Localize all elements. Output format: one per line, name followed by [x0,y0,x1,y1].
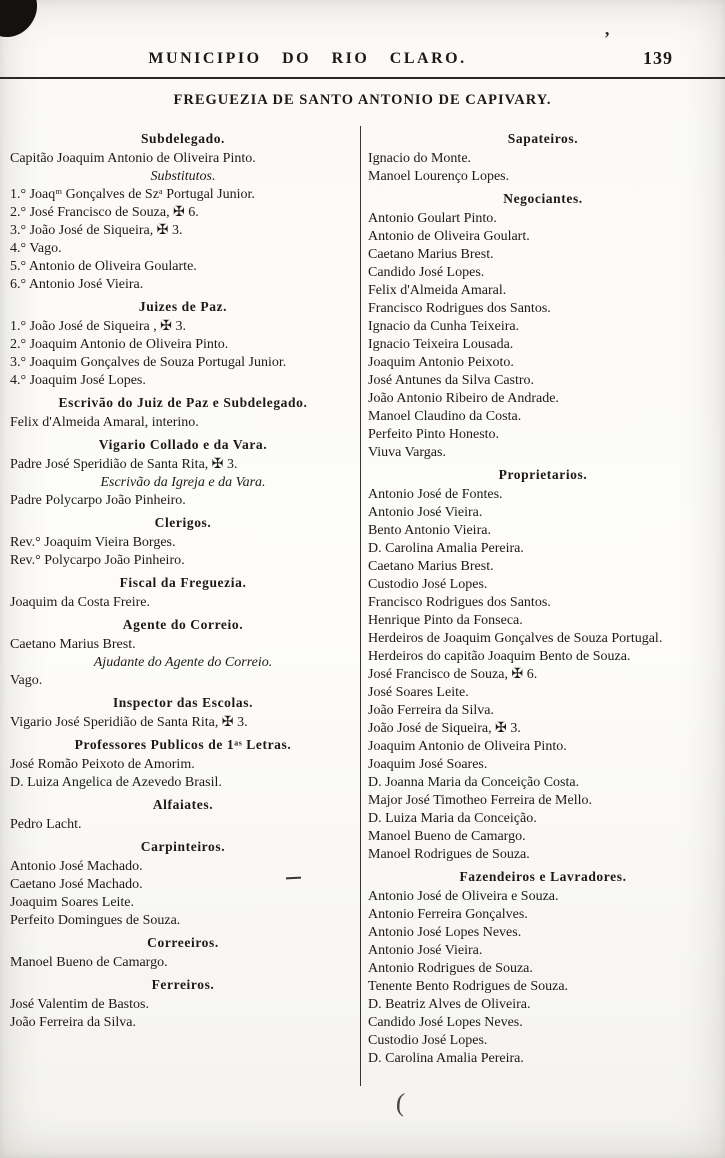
directory-entry: D. Joanna Maria da Conceição Costa. [368,775,580,790]
directory-entry: Antonio José Machado. [10,859,143,874]
section-heading: Proprietarios. [498,467,588,482]
directory-entry: 4.° Joaquim José Lopes. [10,373,146,388]
directory-entry: 5.° Antonio de Oliveira Goularte. [10,259,197,274]
directory-entry: Manoel Lourenço Lopes. [368,169,510,184]
right-column [368,126,718,1068]
directory-entry: 1.° Joaqᵐ Gonçalves de Szᵃ Portugal Junior. [10,187,255,202]
directory-entry: Caetano Marius Brest. [368,559,494,574]
section-heading: Carpinteiros. [140,839,226,854]
directory-entry: Antonio Rodrigues de Souza. [368,961,533,976]
running-head-title: MUNICIPIO DO RIO CLARO. [148,50,467,67]
directory-entry: João Ferreira da Silva. [368,703,494,718]
directory-entry: Ignacio Teixeira Lousada. [368,337,514,352]
directory-entry: Custodio José Lopes. [368,1033,488,1048]
section-heading: Sapateiros. [507,131,579,146]
directory-entry: Ignacio da Cunha Teixeira. [368,319,520,334]
section-heading: Alfaiates. [152,797,214,812]
directory-entry: Antonio José Vieira. [368,943,483,958]
directory-entry: Candido José Lopes. [368,265,485,280]
section-heading: Juizes de Paz. [138,299,228,314]
directory-entry: 3.° Joaquim Gonçalves de Souza Portugal Junior. [10,355,287,370]
directory-entry: Antonio Goulart Pinto. [368,211,497,226]
directory-entry: 3.° João José de Siqueira, ✠ 3. [10,223,183,238]
directory-entry: Manoel Bueno de Camargo. [368,829,526,844]
directory-entry: Perfeito Pinto Honesto. [368,427,500,442]
directory-entry: Joaquim da Costa Freire. [10,595,150,610]
page-title: FREGUEZIA DE SANTO ANTONIO DE CAPIVARY. [173,92,552,108]
directory-entry: Felix d'Almeida Amaral, interino. [10,415,199,430]
directory-entry: Custodio José Lopes. [368,577,488,592]
directory-entry: Vago. [10,673,43,688]
directory-entry: João Ferreira da Silva. [10,1015,136,1030]
directory-entry: Francisco Rodrigues dos Santos. [368,301,551,316]
directory-entry: D. Luiza Angelica de Azevedo Brasil. [10,775,222,790]
section-heading: Escrivão do Juiz de Paz e Subdelegado. [58,395,308,410]
directory-entry: Rev.° Polycarpo João Pinheiro. [10,553,185,568]
directory-entry: Antonio Ferreira Gonçalves. [368,907,528,922]
directory-entry: Ignacio do Monte. [368,151,472,166]
section-subheading: Escrivão da Igreja e da Vara. [100,475,266,490]
directory-entry: Joaquim Antonio Peixoto. [368,355,514,370]
directory-entry: Capitão Joaquim Antonio de Oliveira Pinto. [10,151,256,166]
directory-entry: Joaquim Antonio de Oliveira Pinto. [368,739,567,754]
section-heading: Agente do Correio. [122,617,244,632]
section-heading: Fazendeiros e Lavradores. [459,869,627,884]
directory-entry: 1.° João José de Siqueira , ✠ 3. [10,319,186,334]
section-heading: Subdelegado. [140,131,226,146]
section-subheading: Substitutos. [150,169,216,184]
header-rule [0,77,725,79]
directory-entry: Candido José Lopes Neves. [368,1015,523,1030]
directory-entry: Antonio José Vieira. [368,505,483,520]
directory-entry: Joaquim Soares Leite. [10,895,135,910]
directory-entry: Caetano Marius Brest. [368,247,494,262]
directory-entry: João José de Siqueira, ✠ 3. [368,721,521,736]
directory-entry: Francisco Rodrigues dos Santos. [368,595,551,610]
directory-entry: D. Beatriz Alves de Oliveira. [368,997,531,1012]
directory-entry: José Antunes da Silva Castro. [368,373,535,388]
directory-entry: Padre Polycarpo João Pinheiro. [10,493,186,508]
section-heading: Correeiros. [147,935,219,950]
directory-entry: Antonio José de Oliveira e Souza. [368,889,559,904]
directory-entry: Caetano Marius Brest. [10,637,136,652]
directory-entry: Henrique Pinto da Fonseca. [368,613,523,628]
directory-entry: D. Carolina Amalia Pereira. [368,1051,524,1066]
directory-entry: Antonio de Oliveira Goulart. [368,229,530,244]
directory-entry: Herdeiros do capitão Joaquim Bento de Souza. [368,649,631,664]
left-column [10,126,356,1032]
section-heading: Inspector das Escolas. [112,695,254,710]
directory-entry: João Antonio Ribeiro de Andrade. [368,391,559,406]
directory-entry: Manoel Bueno de Camargo. [10,955,168,970]
directory-entry: 2.° Joaquim Antonio de Oliveira Pinto. [10,337,229,352]
directory-entry: Joaquim José Soares. [368,757,488,772]
scan-paren-artifact: ( [395,1087,406,1118]
directory-entry: Padre José Speridião de Santa Rita, ✠ 3. [10,457,238,472]
section-heading: Vigario Collado e da Vara. [98,437,268,452]
column-divider [360,126,361,1086]
directory-entry: Manoel Claudino da Costa. [368,409,522,424]
directory-entry: Antonio José Lopes Neves. [368,925,522,940]
directory-entry: José Soares Leite. [368,685,469,700]
directory-entry: Tenente Bento Rodrigues de Souza. [368,979,569,994]
running-head [0,50,725,74]
directory-entry: D. Carolina Amalia Pereira. [368,541,524,556]
section-heading: Professores Publicos de 1ᵃˢ Letras. [74,737,292,752]
directory-entry: 4.° Vago. [10,241,62,256]
scan-tick-artifact: ’ [604,28,610,48]
section-subheading: Ajudante do Agente do Correio. [93,655,273,670]
directory-entry: José Valentim de Bastos. [10,997,149,1012]
directory-entry: Felix d'Almeida Amaral. [368,283,507,298]
directory-entry: Caetano José Machado. [10,877,143,892]
directory-entry: Antonio José de Fontes. [368,487,503,502]
directory-entry: Major José Timotheo Ferreira de Mello. [368,793,592,808]
directory-entry: Pedro Lacht. [10,817,82,832]
directory-entry: José Francisco de Souza, ✠ 6. [368,667,538,682]
section-heading: Negociantes. [503,191,583,206]
directory-entry: José Romão Peixoto de Amorim. [10,757,195,772]
directory-entry: Rev.° Joaquim Vieira Borges. [10,535,176,550]
directory-entry: D. Luiza Maria da Conceição. [368,811,537,826]
section-heading: Fiscal da Freguezia. [119,575,247,590]
directory-entry: Perfeito Domingues de Souza. [10,913,181,928]
directory-entry: Viuva Vargas. [368,445,446,460]
section-heading: Ferreiros. [151,977,215,992]
directory-entry: Bento Antonio Vieira. [368,523,491,538]
scan-smudge-artifact [0,0,45,46]
page-number: 139 [643,48,673,68]
section-heading: Clerigos. [154,515,212,530]
directory-entry: Herdeiros de Joaquim Gonçalves de Souza Portugal. [368,631,663,646]
directory-entry: Vigario José Speridião de Santa Rita, ✠ 3. [10,715,248,730]
directory-entry: Manoel Rodrigues de Souza. [368,847,530,862]
directory-entry: 6.° Antonio José Vieira. [10,277,144,292]
directory-entry: 2.° José Francisco de Souza, ✠ 6. [10,205,199,220]
